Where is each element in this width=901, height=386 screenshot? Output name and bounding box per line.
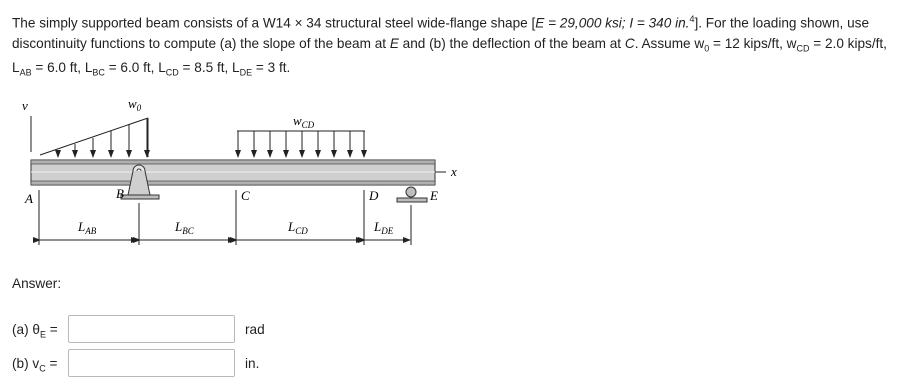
deflection-c-input[interactable] [68,349,235,377]
beam [31,160,435,185]
uniform-load [237,131,365,157]
point-label-c: C [241,188,250,203]
answer-b-label: (b) $v_C$ = [12,356,58,374]
point-label-b: B [116,186,124,201]
answer-a-label: (a) $\theta_E$ = [12,322,58,340]
dim-label-ab: $L_{AB}$ [78,219,97,236]
answer-a-unit: rad [245,322,265,337]
x-axis-label: x [451,164,457,179]
triangular-load [40,118,148,157]
beam-diagram [0,92,901,267]
w0-label: $w_0$ [128,96,142,113]
point-label-d: D [369,188,379,203]
dim-label-bc: $L_{BC}$ [175,219,194,236]
dim-label-de: $L_{DE}$ [374,219,394,236]
roller-support-e [397,187,427,202]
problem-statement: The simply supported beam consists of a W14 × 34 structural steel wide-flange shape [E = 29,000 ksi; I = 340 in.$^4$]. For the loading shown, use discontinuity functions to compute (a) the slope of the beam at E and (b) the deflection of the beam at C. Assume $w_0 = 12$ kips/ft, $w_{CD} = 2.0$ kips/ft, $L_{AB} = 6.0$ ft, $L_{BC} = 6.0$ ft, $L_{CD} = 8.5$ ft, $L_{DE} = 3$ ft. [12,14,887,78]
dim-label-cd: $L_{CD}$ [288,219,308,236]
slope-e-input[interactable] [68,315,235,343]
answer-heading: Answer: [12,276,62,291]
v-axis-label: v [22,98,28,113]
point-label-e: E [430,188,438,203]
point-label-a: A [25,191,33,206]
reference-lines [39,190,411,245]
answer-b-unit: in. [245,356,260,371]
wcd-label: $w_{CD}$ [293,113,315,130]
